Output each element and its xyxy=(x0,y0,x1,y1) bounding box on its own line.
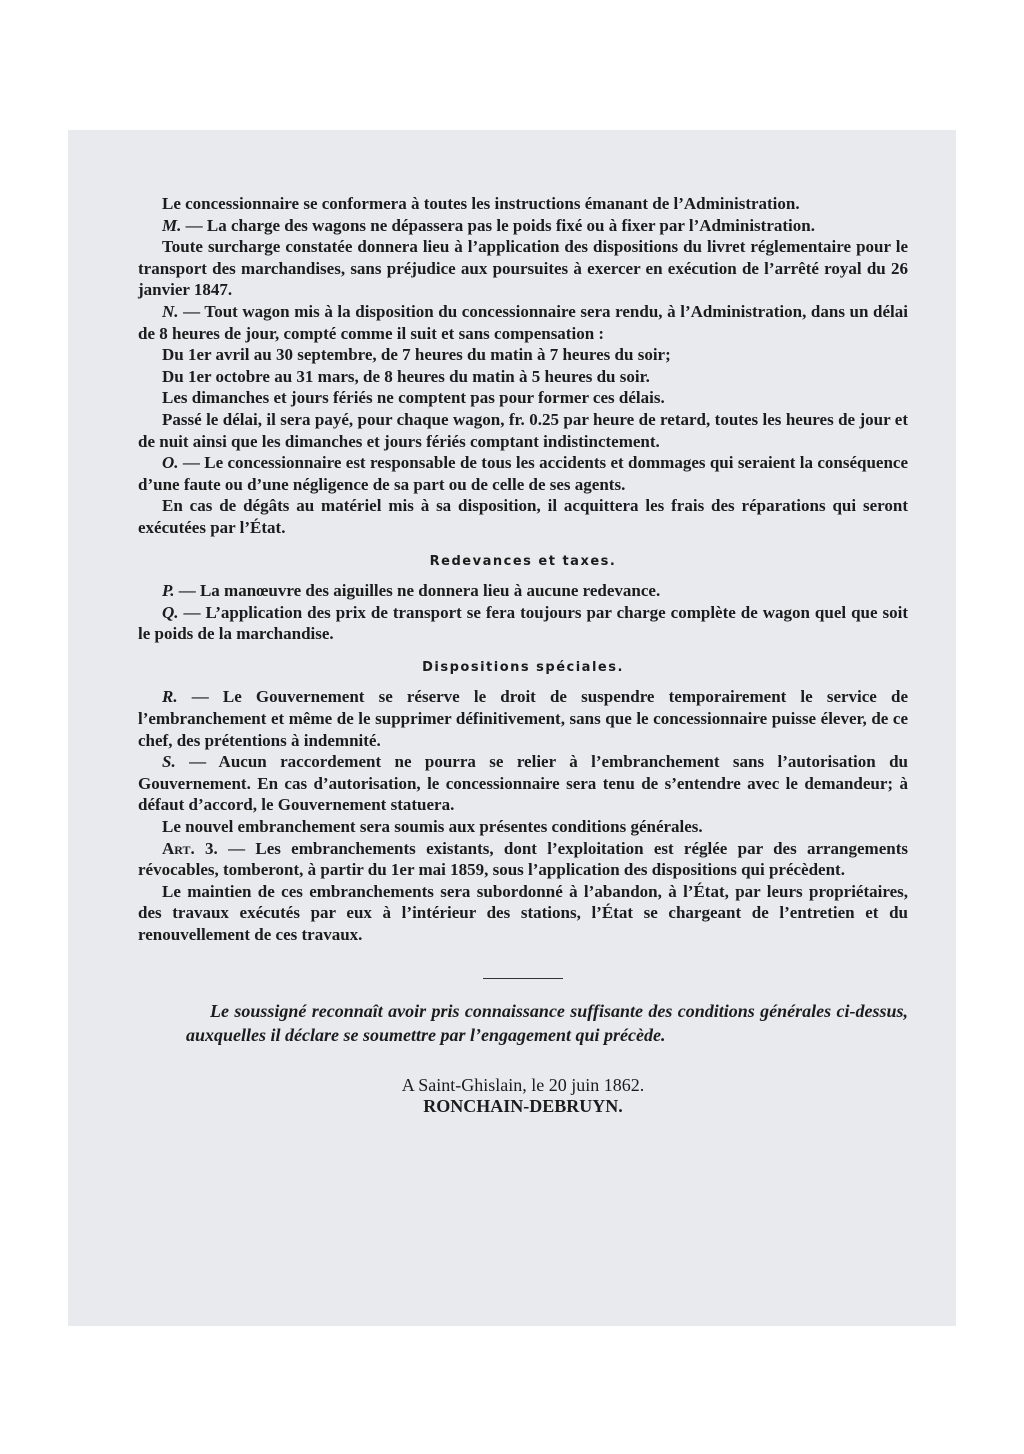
paragraph-text: — Le Gouvernement se réserve le droit de suspendre temporairement le service de l’embranchement et même de le supprimer définitivement, sans que le concessionnaire puisse élever, de ce chef, des prétentions à indemnité. xyxy=(138,687,908,750)
paragraph xyxy=(138,751,908,816)
paragraph xyxy=(138,344,908,366)
article-letter: Q. xyxy=(162,602,179,622)
heading-redevances: Redevances et taxes. xyxy=(429,553,617,569)
article-letter: N. xyxy=(162,301,179,321)
heading-dispositions: Dispositions spéciales. xyxy=(422,659,624,675)
paragraph xyxy=(138,816,908,838)
article-letter: S. xyxy=(162,752,176,772)
paragraph-text: Le concessionnaire se conformera à toutes les instructions émanant de l’Administration. xyxy=(162,194,800,213)
signature-name: RONCHAIN-DEBRUYN. xyxy=(423,1096,623,1117)
article-letter: M. xyxy=(162,215,182,235)
signature-place-date: A Saint-Ghislain, le 20 juin 1862. xyxy=(401,1074,645,1095)
paragraph-text: — L’application des prix de transport se fera toujours par charge complète de wagon quel que soit le poids de la marchandise. xyxy=(138,602,908,644)
paragraph xyxy=(138,452,908,495)
section-dispositions xyxy=(138,686,908,945)
article-letter: O. xyxy=(162,453,179,473)
signature-block xyxy=(138,1075,908,1118)
paragraph xyxy=(138,366,908,388)
paragraph xyxy=(138,236,908,301)
paragraph-text: Passé le délai, il sera payé, pour chaque wagon, fr. 0.25 par heure de retard, toutes les heures de jour et de nuit ainsi que les dimanches et jours fériés comptant indistinctement. xyxy=(138,409,908,451)
section-general-conditions xyxy=(138,193,908,539)
paragraph xyxy=(138,409,908,452)
document-body xyxy=(138,193,908,1118)
paragraph xyxy=(138,602,908,645)
paragraph-text: — La manœuvre des aiguilles ne donnera lieu à aucune redevance. xyxy=(174,581,661,601)
acknowledgement-text: Le soussigné reconnaît avoir pris connaissance suffisante des conditions générales ci-dessus, auxquelles il déclare se soumettre par l’engagement qui précède. xyxy=(186,1000,908,1045)
paragraph xyxy=(138,838,908,881)
paragraph xyxy=(138,387,908,409)
paragraph xyxy=(138,580,908,602)
paragraph xyxy=(138,881,908,946)
paragraph xyxy=(138,495,908,538)
paragraph-text: — Tout wagon mis à la disposition du concessionnaire sera rendu, à l’Administration, dans un délai de 8 heures de jour, compté comme il suit et sans compensation : xyxy=(138,301,908,343)
article-letter: P. xyxy=(162,581,175,601)
article-letter: R. xyxy=(162,687,178,707)
section-redevances xyxy=(138,580,908,645)
paragraph xyxy=(138,215,908,237)
paragraph-text: — Aucun raccordement ne pourra se relier à l’embranchement sans l’autorisation du Gouvernement. En cas d’autorisation, le concessionnaire sera tenu de s’entendre avec le demandeur; à défaut d’accord, le Gouvernement statuera. xyxy=(138,752,908,815)
separator-rule xyxy=(483,978,563,979)
paragraph-text: En cas de dégâts au matériel mis à sa disposition, il acquittera les frais des réparations qui seront exécutées par l’État. xyxy=(138,496,908,537)
paragraph-text: Du 1er octobre au 31 mars, de 8 heures du matin à 5 heures du soir. xyxy=(162,366,650,386)
article-letter: Art. 3. xyxy=(162,838,218,858)
paragraph-text: Le nouvel embranchement sera soumis aux présentes conditions générales. xyxy=(162,817,703,837)
paragraph-text: — Le concessionnaire est responsable de tous les accidents et dommages qui seraient la conséquence d’une faute ou d’une négligence de sa part ou de celle de ses agents. xyxy=(138,453,908,494)
paragraph-text: — La charge des wagons ne dépassera pas le poids fixé ou à fixer par l’Administration. xyxy=(181,215,815,235)
paragraph-text: Le maintien de ces embranchements sera subordonné à l’abandon, à l’État, par leurs propriétaires, des travaux exécutés par eux à l’intérieur des stations, l’État se chargeant de l’entretien et du renouvellement de ces travaux. xyxy=(138,881,908,944)
paragraph xyxy=(138,193,908,215)
paragraph xyxy=(138,301,908,344)
paragraph-text: Les dimanches et jours fériés ne comptent pas pour former ces délais. xyxy=(162,388,665,408)
paragraph-text: Du 1er avril au 30 septembre, de 7 heures du matin à 7 heures du soir; xyxy=(162,345,671,365)
paragraph-text: Toute surcharge constatée donnera lieu à l’application des dispositions du livret réglementaire pour le transport des marchandises, sans préjudice aux poursuites à exercer en exécution de l’arrêté royal du 26 janvier 1847. xyxy=(138,237,908,300)
paragraph-text: — Les embranchements existants, dont l’exploitation est réglée par des arrangements révocables, tomberont, à partir du 1er mai 1859, sous l’application des dispositions qui précèdent. xyxy=(138,838,908,880)
paragraph xyxy=(138,686,908,751)
